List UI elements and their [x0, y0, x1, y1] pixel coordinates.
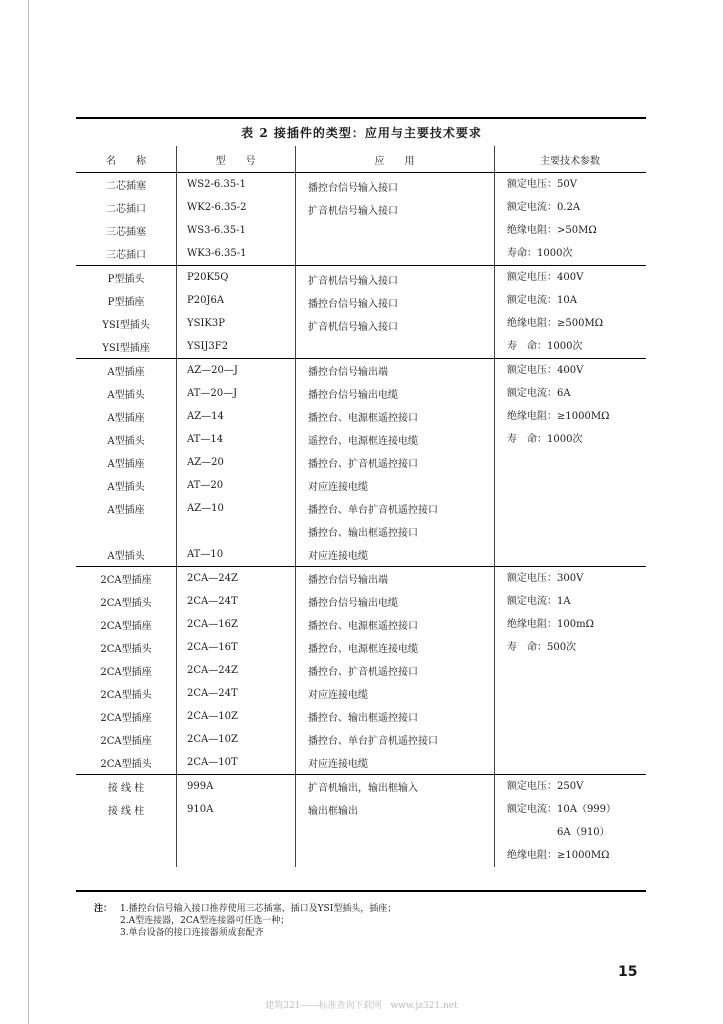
- connector-model: [177, 821, 296, 844]
- application-text: 播控台、电源框连接电缆: [296, 636, 495, 659]
- connector-name: A型插座: [76, 359, 177, 383]
- connector-model: [177, 844, 296, 867]
- footer-watermark: 建筑321——标准查询下载网 www.jz321.net: [265, 1001, 458, 1011]
- connector-name: 2CA型插座: [76, 659, 177, 682]
- connector-model: AT—20: [177, 474, 296, 497]
- connector-model: AZ—20: [177, 451, 296, 474]
- table-row: [76, 173, 646, 197]
- connector-model: 999A: [177, 775, 296, 799]
- connector-name: 接 线 柱: [76, 775, 177, 799]
- note-3: 3.单台设备的接口连接器须成套配齐: [120, 928, 264, 938]
- connector-name: A型插座: [76, 405, 177, 428]
- connector-name: A型插座: [76, 451, 177, 474]
- spec-text: 寿 命：500次: [507, 642, 577, 653]
- connector-name: 三芯插塞: [76, 219, 177, 242]
- table-row: [76, 359, 646, 383]
- application-text: 播控台、电源框遥控接口: [296, 613, 495, 636]
- application-text: 对应连接电缆: [296, 543, 495, 567]
- table-row: [76, 775, 646, 799]
- connector-model: WS2-6.35-1: [177, 173, 296, 197]
- notes-label: 注：: [94, 904, 113, 914]
- connector-model: AT—20—J: [177, 382, 296, 405]
- connector-name: 二芯插口: [76, 196, 177, 219]
- connector-name: 2CA型插座: [76, 705, 177, 728]
- spec-text: 额定电流：0.2A: [507, 202, 581, 213]
- connector-model: 2CA—10T: [177, 751, 296, 775]
- table-body: [76, 173, 646, 868]
- spec-text: 额定电压：50V: [507, 179, 577, 190]
- specs-cell: [495, 173, 647, 266]
- spec-text: 寿 命：1000次: [507, 341, 583, 352]
- header-model: 型 号: [177, 146, 296, 173]
- connector-model: AZ—14: [177, 405, 296, 428]
- connector-model: 2CA—10Z: [177, 728, 296, 751]
- application-text: 播控台、输出框遥控接口: [296, 705, 495, 728]
- spec-text: 绝缘电阻：≥500MΩ: [507, 318, 603, 329]
- application-text: 输出框输出: [296, 798, 495, 821]
- application-text: 扩音机输出，输出框输入: [296, 775, 495, 799]
- connector-name: 2CA型插头: [76, 682, 177, 705]
- application-text: 播控台信号输入接口: [308, 183, 398, 194]
- note-1: 1.播控台信号输入接口推荐使用三芯插塞、插口及YSI型插头，插座；: [120, 904, 397, 914]
- spec-text: 6A（910）: [507, 827, 610, 838]
- application-text: 播控台、扩音机遥控接口: [296, 659, 495, 682]
- spec-text: 额定电流：6A: [507, 388, 571, 399]
- connector-model: 2CA—24Z: [177, 567, 296, 591]
- application-text: 对应连接电缆: [296, 751, 495, 775]
- application-text: 播控台、输出框遥控接口: [296, 520, 495, 543]
- specs-cell: [495, 359, 647, 567]
- application-text: 扩音机信号输入接口: [308, 206, 398, 217]
- connector-name: YSI型插座: [76, 335, 177, 359]
- table-row: [76, 266, 646, 290]
- connector-name: YSI型插头: [76, 312, 177, 335]
- connector-model: 2CA—16Z: [177, 613, 296, 636]
- connector-name: 2CA型插头: [76, 636, 177, 659]
- notes: [94, 903, 397, 939]
- top-rule: [76, 117, 646, 119]
- connector-name: P型插头: [76, 266, 177, 290]
- connector-name: 接 线 柱: [76, 798, 177, 821]
- connector-name: [76, 520, 177, 543]
- spec-text: 额定电流：10A（999）: [507, 804, 617, 815]
- connector-name: A型插座: [76, 497, 177, 520]
- header-application: 应 用: [296, 146, 495, 173]
- application-cell: [296, 266, 495, 359]
- connector-name: P型插座: [76, 289, 177, 312]
- connector-model: 2CA—24T: [177, 590, 296, 613]
- connector-model: 2CA—24Z: [177, 659, 296, 682]
- spec-text: 额定电压：400V: [507, 272, 584, 283]
- connector-model: YSIK3P: [177, 312, 296, 335]
- connector-model: [177, 520, 296, 543]
- application-text: 播控台信号输入接口: [308, 299, 398, 310]
- table-header-row: [76, 146, 646, 173]
- connector-name: 2CA型插座: [76, 567, 177, 591]
- connector-name: 2CA型插头: [76, 751, 177, 775]
- connector-model: 2CA—10Z: [177, 705, 296, 728]
- connector-table: [76, 146, 646, 867]
- header-specs: 主要技术参数: [540, 155, 600, 167]
- connector-model: WK3-6.35-1: [177, 242, 296, 266]
- bottom-rule: [76, 890, 646, 892]
- note-2: 2.A型连接器，2CA型连接器可任选一种；: [120, 916, 290, 926]
- connector-model: AT—10: [177, 543, 296, 567]
- connector-name: 2CA型插座: [76, 613, 177, 636]
- application-text: 对应连接电缆: [296, 474, 495, 497]
- application-text: [296, 821, 495, 844]
- spec-text: 额定电压：300V: [507, 573, 584, 584]
- specs-cell: [495, 775, 647, 868]
- connector-model: 910A: [177, 798, 296, 821]
- spec-text: 额定电压：400V: [507, 365, 584, 376]
- page-number: 15: [618, 964, 638, 980]
- application-text: [296, 844, 495, 867]
- spec-text: 绝缘电阻：≥1000MΩ: [507, 411, 610, 422]
- spec-text: 额定电压：250V: [507, 781, 584, 792]
- specs-cell: [495, 567, 647, 775]
- application-text: 播控台信号输出端: [296, 359, 495, 383]
- connector-name: 2CA型插座: [76, 728, 177, 751]
- application-cell: [296, 173, 495, 266]
- application-text: 扩音机信号输入接口: [308, 276, 398, 287]
- connector-model: YSIJ3F2: [177, 335, 296, 359]
- application-text: 扩音机信号输入接口: [308, 322, 398, 333]
- application-text: 播控台、电源框遥控接口: [296, 405, 495, 428]
- application-text: 播控台、单台扩音机遥控接口: [296, 728, 495, 751]
- application-text: 播控台信号输出电缆: [296, 590, 495, 613]
- spec-text: 额定电流：10A: [507, 295, 577, 306]
- connector-name: A型插头: [76, 428, 177, 451]
- spec-text: 绝缘电阻：>50MΩ: [507, 225, 597, 236]
- connector-model: P20J6A: [177, 289, 296, 312]
- application-text: 播控台信号输出端: [296, 567, 495, 591]
- page-edge: [28, 0, 29, 1024]
- connector-model: AZ—10: [177, 497, 296, 520]
- spec-text: 寿 命：1000次: [507, 434, 583, 445]
- connector-model: AZ—20—J: [177, 359, 296, 383]
- connector-name: A型插头: [76, 474, 177, 497]
- connector-name: 二芯插塞: [76, 173, 177, 197]
- connector-name: A型插头: [76, 543, 177, 567]
- application-text: 播控台、单台扩音机遥控接口: [296, 497, 495, 520]
- header-name: 名 称: [76, 146, 177, 173]
- connector-model: P20K5Q: [177, 266, 296, 290]
- application-text: 对应连接电缆: [296, 682, 495, 705]
- connector-name: 三芯插口: [76, 242, 177, 266]
- connector-name: [76, 844, 177, 867]
- spec-text: 绝缘电阻：≥1000MΩ: [507, 850, 610, 861]
- connector-model: 2CA—16T: [177, 636, 296, 659]
- application-text: 遥控台、电源框连接电缆: [296, 428, 495, 451]
- table-row: [76, 567, 646, 591]
- connector-model: WS3-6.35-1: [177, 219, 296, 242]
- connector-model: WK2-6.35-2: [177, 196, 296, 219]
- connector-name: A型插头: [76, 382, 177, 405]
- connector-name: [76, 821, 177, 844]
- application-text: 播控台、扩音机遥控接口: [296, 451, 495, 474]
- spec-text: 额定电流：1A: [507, 596, 571, 607]
- connector-model: 2CA—24T: [177, 682, 296, 705]
- table-title: 表 2 接插件的类型：应用与主要技术要求: [241, 126, 482, 140]
- spec-text: 寿命：1000次: [507, 248, 573, 259]
- specs-cell: [495, 266, 647, 359]
- application-text: 播控台信号输出电缆: [296, 382, 495, 405]
- connector-model: AT—14: [177, 428, 296, 451]
- spec-text: 绝缘电阻：100mΩ: [507, 619, 594, 630]
- connector-name: 2CA型插头: [76, 590, 177, 613]
